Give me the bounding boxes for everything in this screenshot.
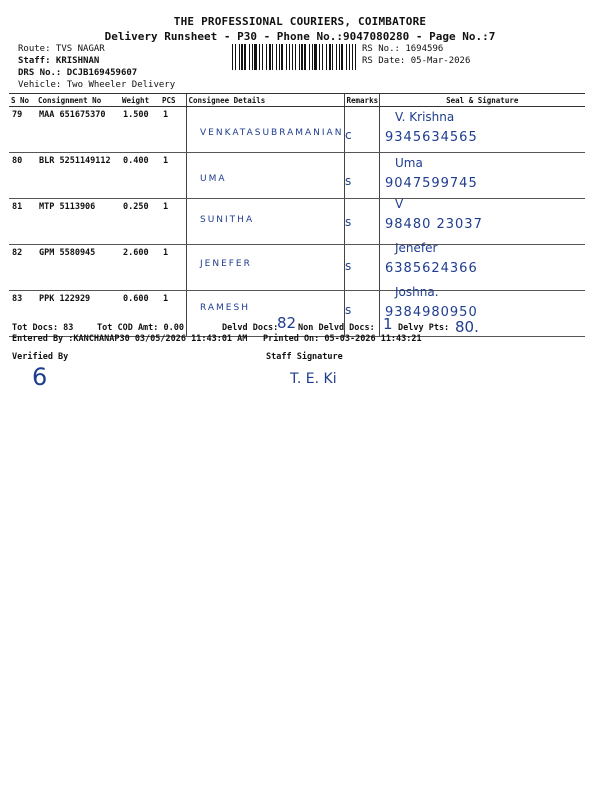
barcode-bar bbox=[249, 44, 250, 70]
pcs-cell: 1 bbox=[160, 291, 186, 337]
weight-cell: 1.500 bbox=[120, 107, 160, 153]
signature-handwritten: V. Krishna bbox=[395, 110, 455, 124]
phone-handwritten: 98480 23037 bbox=[385, 217, 483, 232]
staff-signature-label: Staff Signature bbox=[266, 352, 343, 362]
barcode-bar bbox=[259, 44, 260, 70]
barcode-bar bbox=[299, 44, 300, 70]
delivered-docs-value: 82 bbox=[277, 314, 297, 332]
drs-number: DRS No.: DCJB169459607 bbox=[18, 68, 138, 78]
table-header-row bbox=[9, 94, 585, 107]
barcode-bar bbox=[262, 44, 263, 70]
barcode-bar bbox=[329, 44, 331, 70]
barcode-bar bbox=[232, 44, 233, 70]
header-consignment: Consignment No bbox=[36, 94, 120, 107]
signature-handwritten: Jenefer bbox=[395, 241, 438, 255]
table-row bbox=[9, 291, 585, 337]
barcode-bar bbox=[346, 44, 347, 70]
signature-handwritten: Uma bbox=[395, 156, 423, 170]
consignment-number-cell: MTP 5113906 bbox=[36, 199, 120, 245]
barcode-bar bbox=[235, 44, 236, 70]
consignee-name-handwritten: UMA bbox=[200, 174, 227, 184]
header-sno: S No bbox=[9, 94, 36, 107]
barcode-bar bbox=[312, 44, 313, 70]
signature-handwritten: V bbox=[395, 197, 404, 211]
table-row bbox=[9, 153, 585, 199]
barcode-bar bbox=[286, 44, 287, 70]
remark-mark-handwritten: c bbox=[345, 128, 352, 142]
pcs-cell: 1 bbox=[160, 199, 186, 245]
barcode-bar bbox=[304, 44, 306, 70]
pcs-cell: 1 bbox=[160, 107, 186, 153]
header-consignee: Consignee Details bbox=[186, 94, 344, 107]
barcode-bar bbox=[352, 44, 353, 70]
consignment-number-cell: BLR 5251149112 bbox=[36, 153, 120, 199]
runsheet-title: Delivery Runsheet - P30 - Phone No.:9047080280 - Page No.:7 bbox=[104, 30, 496, 43]
barcode-bar bbox=[281, 44, 283, 70]
header-pcs: PCS bbox=[160, 94, 186, 107]
header-weight: Weight bbox=[120, 94, 160, 107]
verified-by-signature: 6 bbox=[32, 363, 48, 391]
remark-mark-handwritten: s bbox=[345, 174, 352, 188]
weight-cell: 0.600 bbox=[120, 291, 160, 337]
consignee-name-handwritten: RAMESH bbox=[200, 303, 250, 313]
barcode-bar bbox=[295, 44, 296, 70]
barcode-bar bbox=[309, 44, 310, 70]
header-remarks: Remarks bbox=[344, 94, 379, 107]
non-delivered-docs-value: 1 bbox=[383, 315, 393, 333]
staff-signature: T. E. Ki bbox=[290, 371, 337, 387]
non-delivered-docs-label: Non Delvd Docs: bbox=[298, 323, 375, 333]
weight-cell: 0.400 bbox=[120, 153, 160, 199]
consignment-number-cell: PPK 122929 bbox=[36, 291, 120, 337]
barcode-bar bbox=[332, 44, 333, 70]
remark-mark-handwritten: s bbox=[345, 215, 352, 229]
staff-label: Staff: KRISHNAN bbox=[18, 56, 100, 66]
remark-mark-handwritten: s bbox=[345, 303, 352, 317]
weight-cell: 2.600 bbox=[120, 245, 160, 291]
barcode-bar bbox=[244, 44, 246, 70]
barcode-image bbox=[232, 44, 356, 70]
table-row bbox=[9, 199, 585, 245]
total-cod: Tot COD Amt: 0.00 bbox=[97, 323, 184, 333]
vehicle-label: Vehicle: Two Wheeler Delivery bbox=[18, 80, 176, 90]
phone-handwritten: 9047599745 bbox=[385, 176, 478, 191]
barcode-bar bbox=[314, 44, 317, 70]
barcode-bar bbox=[326, 44, 327, 70]
sno-cell: 79 bbox=[9, 107, 36, 153]
consignment-number-cell: MAA 651675370 bbox=[36, 107, 120, 153]
barcode-bar bbox=[241, 44, 243, 70]
signature-handwritten: Joshna. bbox=[395, 285, 439, 299]
sno-cell: 81 bbox=[9, 199, 36, 245]
barcode-bar bbox=[272, 44, 273, 70]
pcs-cell: 1 bbox=[160, 153, 186, 199]
remark-mark-handwritten: s bbox=[345, 259, 352, 273]
barcode-bar bbox=[322, 44, 323, 70]
printed-on: Printed On: 05-03-2026 11:43:21 bbox=[263, 334, 422, 344]
phone-handwritten: 9384980950 bbox=[385, 305, 478, 320]
consignee-name-handwritten: JENEFER bbox=[200, 259, 252, 269]
barcode-bar bbox=[276, 44, 277, 70]
barcode-bar bbox=[355, 44, 356, 70]
delivery-points-label: Delvy Pts: bbox=[398, 323, 450, 333]
weight-cell: 0.250 bbox=[120, 199, 160, 245]
consignee-name-handwritten: SUNITHA bbox=[200, 215, 255, 225]
barcode-bar bbox=[266, 44, 267, 70]
consignee-name-handwritten: VENKATASUBRAMANIAN bbox=[200, 128, 344, 138]
barcode-bar bbox=[279, 44, 280, 70]
barcode-bar bbox=[341, 44, 343, 70]
barcode-bar bbox=[301, 44, 303, 70]
barcode-bar bbox=[239, 44, 240, 70]
barcode-bar bbox=[289, 44, 290, 70]
phone-handwritten: 9345634565 bbox=[385, 130, 478, 145]
entered-by: Entered By :KANCHANAP30 03/05/2026 11:43:01 AM bbox=[12, 334, 248, 344]
delivery-points-value: 80. bbox=[455, 318, 479, 336]
barcode-bar bbox=[254, 44, 257, 70]
barcode-bar bbox=[336, 44, 337, 70]
phone-handwritten: 6385624366 bbox=[385, 261, 478, 276]
company-name: THE PROFESSIONAL COURIERS, COIMBATORE bbox=[173, 15, 427, 28]
sno-cell: 80 bbox=[9, 153, 36, 199]
rs-date: RS Date: 05-Mar-2026 bbox=[362, 56, 471, 66]
rs-number: RS No.: 1694596 bbox=[362, 44, 444, 54]
sno-cell: 82 bbox=[9, 245, 36, 291]
barcode-bar bbox=[319, 44, 320, 70]
header-signature: Seal & Signature bbox=[379, 94, 585, 107]
route-label: Route: TVS NAGAR bbox=[18, 44, 105, 54]
delivered-docs-label: Delvd Docs: bbox=[222, 323, 279, 333]
sno-cell: 83 bbox=[9, 291, 36, 337]
barcode-bar bbox=[349, 44, 350, 70]
barcode-bar bbox=[292, 44, 293, 70]
consignment-number-cell: GPM 5580945 bbox=[36, 245, 120, 291]
pcs-cell: 1 bbox=[160, 245, 186, 291]
verified-by-label: Verified By bbox=[12, 352, 69, 362]
barcode-bar bbox=[252, 44, 253, 70]
table-row bbox=[9, 245, 585, 291]
barcode-bar bbox=[339, 44, 340, 70]
barcode-bar bbox=[269, 44, 271, 70]
total-docs: Tot Docs: 83 bbox=[12, 323, 74, 333]
